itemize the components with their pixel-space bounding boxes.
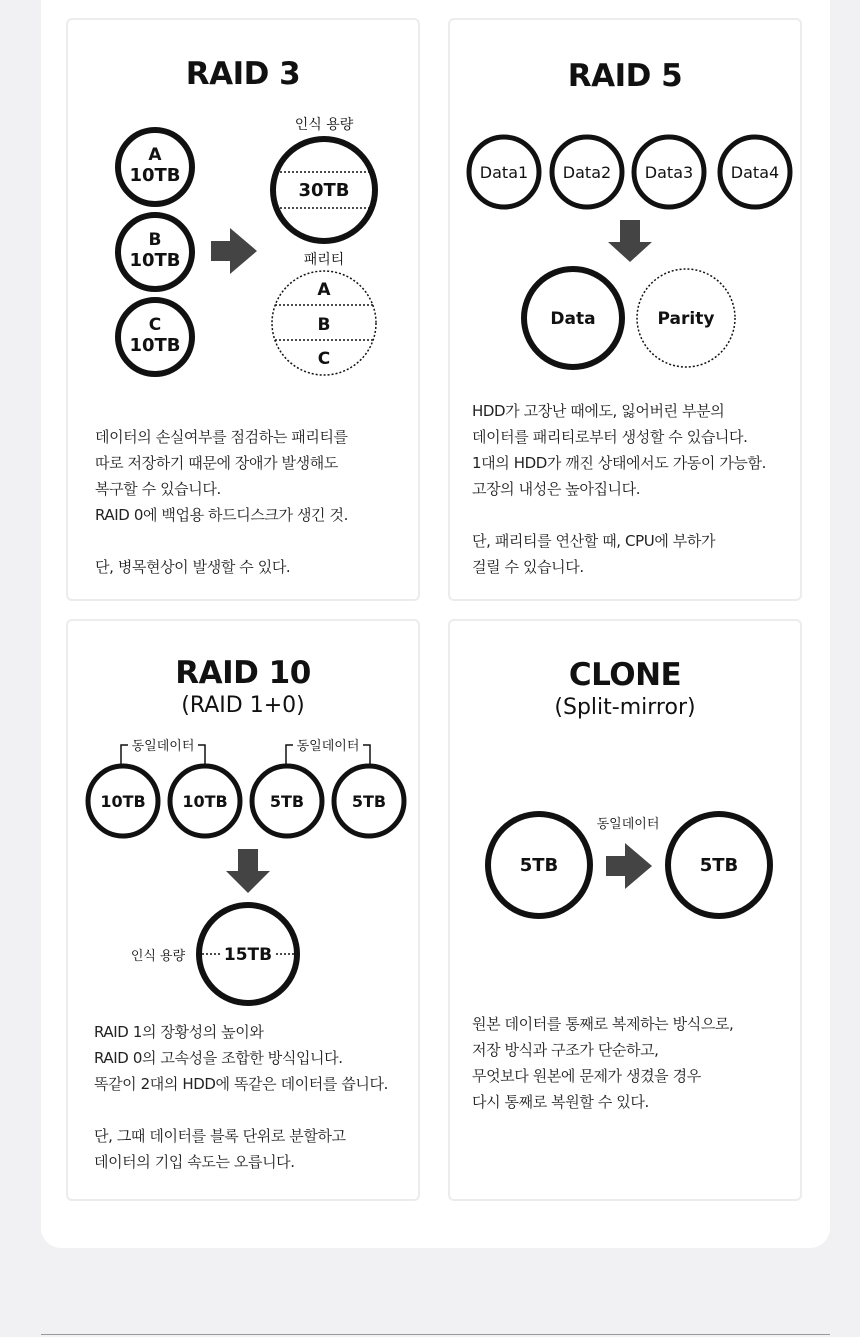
clone-source-label: 5TB: [519, 855, 559, 876]
clone-card: [448, 619, 802, 1201]
raid5-disk-4: [720, 137, 790, 207]
raid10-description: RAID 1의 장황성의 높이와 RAID 0의 고속성을 조합한 방식입니다. 똑같이 2대의 HDD에 똑같은 데이터를 씁니다. 단, 그때 데이터를 블록 단위로 분할하고 데이터의 기입 속도는 오릅니다.: [94, 1023, 388, 1171]
raid5-parity-label: Parity: [657, 309, 715, 329]
raid5-description: HDD가 고장난 때에도, 잃어버린 부분의 데이터를 패리티로부터 생성할 수 있습니다. 1대의 HDD가 깨진 상태에서도 가동이 가능함. 고장의 내성은 높아집니다. 단, 패리티를 연산할 때, CPU에 부하가 걸릴 수 있습니다.: [472, 402, 766, 576]
raid10-subtitle: (RAID 1+0): [181, 693, 305, 718]
raid10-disk-4: [334, 766, 404, 836]
raid5-disk-2: [552, 137, 622, 207]
raid5-data-label: Data: [550, 309, 596, 329]
clone-target-label: 5TB: [699, 855, 739, 876]
raid3-capacity-disk: [273, 139, 375, 241]
clone-target-disk: [668, 814, 770, 916]
raid5-data-disk: [524, 269, 622, 367]
raid10-disk-2-label: 10TB: [182, 792, 228, 811]
raid10-disk-3-label: 5TB: [269, 792, 305, 811]
raid3-disk-a: [118, 130, 192, 204]
raid5-title: RAID 5: [567, 58, 683, 94]
raid3-parity-disk: [272, 271, 376, 375]
raid3-parity-label: 패리티: [303, 252, 345, 268]
raid3-disk-a-size: 10TB: [129, 165, 181, 186]
raid5-disk-1-label: Data1: [479, 163, 529, 182]
raid10-disk-4-label: 5TB: [351, 792, 387, 811]
raid10-capacity-value: 15TB: [223, 945, 273, 965]
raid3-card: [66, 18, 420, 601]
raid10-disk-3: [252, 766, 322, 836]
raid3-disk-c-letter: C: [148, 315, 162, 335]
raid3-title: RAID 3: [185, 56, 301, 92]
raid10-disk-1: [88, 766, 158, 836]
clone-arrow-icon: [606, 843, 652, 889]
raid3-disk-c: [118, 300, 192, 374]
raid3-disk-a-letter: A: [148, 145, 162, 165]
clone-same-label: 동일데이터: [596, 817, 660, 832]
raid5-disk-4-label: Data4: [730, 163, 780, 182]
raid3-disk-c-size: 10TB: [129, 335, 181, 356]
raid10-disk-2: [170, 766, 240, 836]
raid10-arrow-down-icon: [226, 849, 270, 893]
raid3-arrow-icon: [211, 228, 257, 274]
raid5-arrow-down-icon: [608, 220, 652, 262]
raid5-disk-1: [469, 137, 539, 207]
raid3-disk-b-size: 10TB: [129, 250, 181, 271]
raid10-card: [66, 619, 420, 1201]
page-bottom-divider: [41, 1334, 830, 1335]
clone-subtitle: (Split-mirror): [554, 695, 696, 720]
clone-source-disk: [488, 814, 590, 916]
raid3-description: 데이터의 손실여부를 점검하는 패리티를 따로 저장하기 때문에 장애가 발생해도 복구할 수 있습니다. RAID 0에 백업용 하드디스크가 생긴 것. 단, 병목현상이 발생할 수 있다.: [95, 428, 348, 576]
raid5-disk-3: [634, 137, 704, 207]
raid3-capacity-value: 30TB: [298, 180, 350, 201]
raid3-parity-row-a: A: [317, 280, 331, 300]
clone-title: CLONE: [568, 657, 682, 693]
raid3-parity-row-c: C: [317, 349, 331, 369]
clone-diagram: [450, 621, 804, 1203]
raid3-disk-b: [118, 215, 192, 289]
raid5-disk-3-label: Data3: [644, 163, 694, 182]
raid5-card: [448, 18, 802, 601]
raid10-group-label-right: 동일데이터: [296, 739, 360, 754]
raid10-disk-1-label: 10TB: [100, 792, 146, 811]
raid10-capacity-disk: [199, 905, 297, 1003]
raid10-title: RAID 10: [175, 655, 311, 691]
raid5-parity-disk: [637, 269, 735, 367]
raid3-parity-row-b: B: [317, 315, 331, 335]
raid5-disk-2-label: Data2: [562, 163, 612, 182]
raid10-group-label-left: 동일데이터: [131, 739, 195, 754]
clone-description: 원본 데이터를 통째로 복제하는 방식으로, 저장 방식과 구조가 단순하고, 무엇보다 원본에 문제가 생겼을 경우 다시 통째로 복원할 수 있다.: [472, 1015, 734, 1111]
raid10-capacity-label: 인식 용량: [130, 949, 186, 964]
raid3-capacity-label: 인식 용량: [294, 117, 354, 133]
raid3-disk-b-letter: B: [148, 230, 162, 250]
